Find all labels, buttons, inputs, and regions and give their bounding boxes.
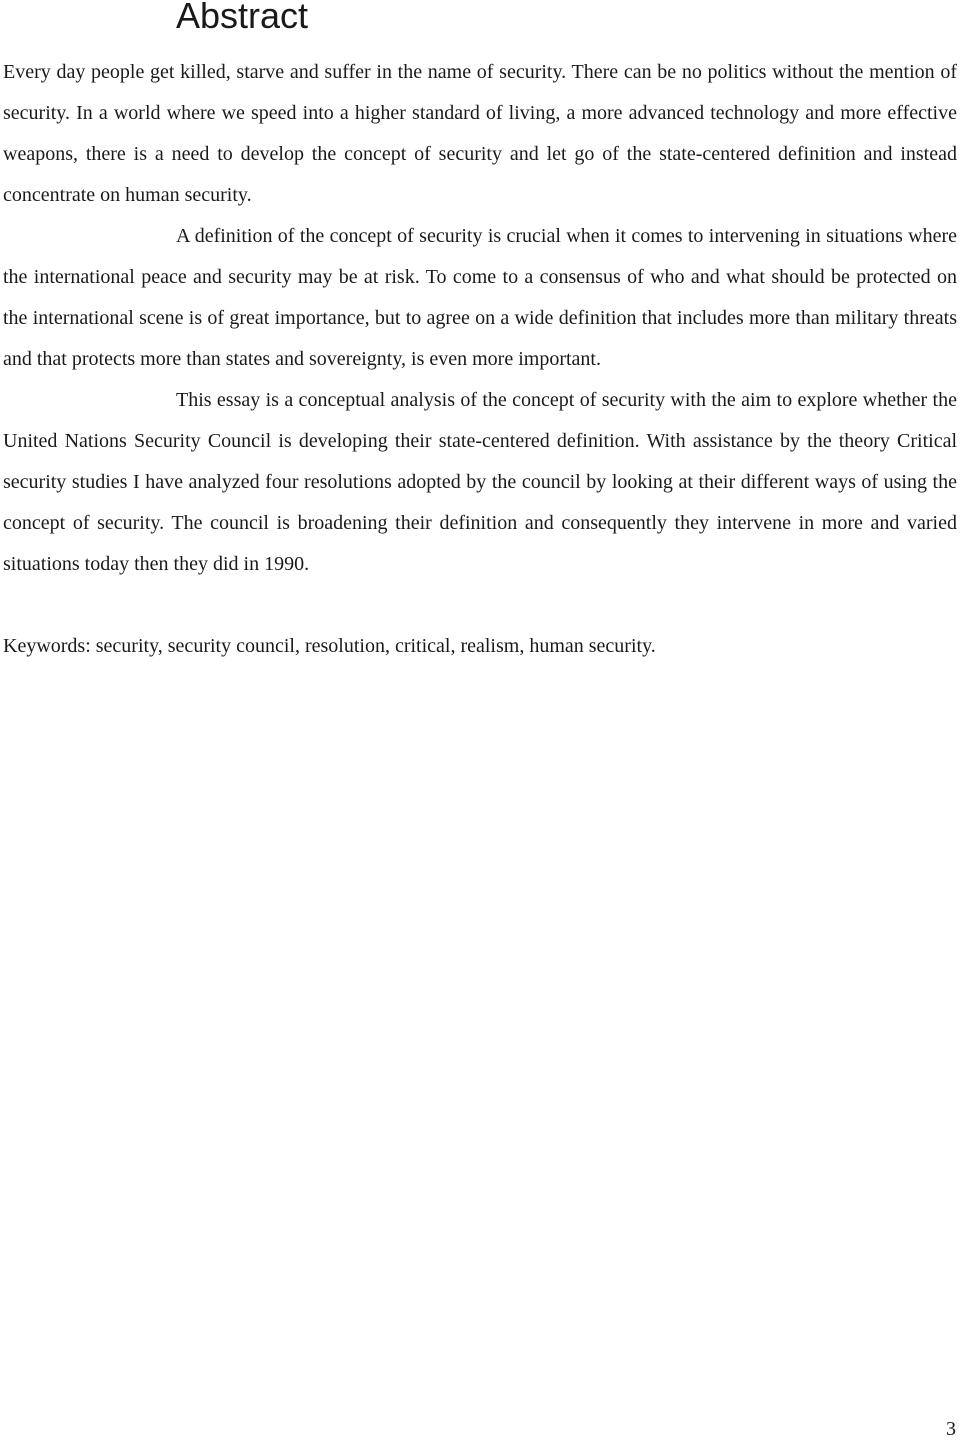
page-number: 3 xyxy=(946,1418,956,1440)
abstract-paragraph: A definition of the concept of security is crucial when it comes to intervening in situations where the international peace and security may be at risk. To come to a consensus of who and what should be protected on the international scene is of great importance, but to agree on a wide definition that includes more than military threats and that protects more than states and sovereignty, is even more important. xyxy=(3,225,957,370)
abstract-paragraph: Every day people get killed, starve and suffer in the name of security. There can be no politics without the mention of security. In a world where we speed into a higher standard of living, a more advanced technology and more effective weapons, there is a need to develop the concept of security and let go of the state-centered definition and instead concentrate on human security. xyxy=(3,61,957,206)
keywords-line: Keywords: security, security council, resolution, critical, realism, human security. xyxy=(3,635,656,657)
page-title: Abstract xyxy=(176,0,309,36)
abstract-paragraph: This essay is a conceptual analysis of the concept of security with the aim to explore whether the United Nations Security Council is developing their state-centered definition. With assistance by the theory Critical security studies I have analyzed four resolutions adopted by the council by looking at their different ways of using the concept of security. The council is broadening their definition and consequently they intervene in more and varied situations today then they did in 1990. xyxy=(3,389,957,575)
abstract-body xyxy=(3,52,957,667)
